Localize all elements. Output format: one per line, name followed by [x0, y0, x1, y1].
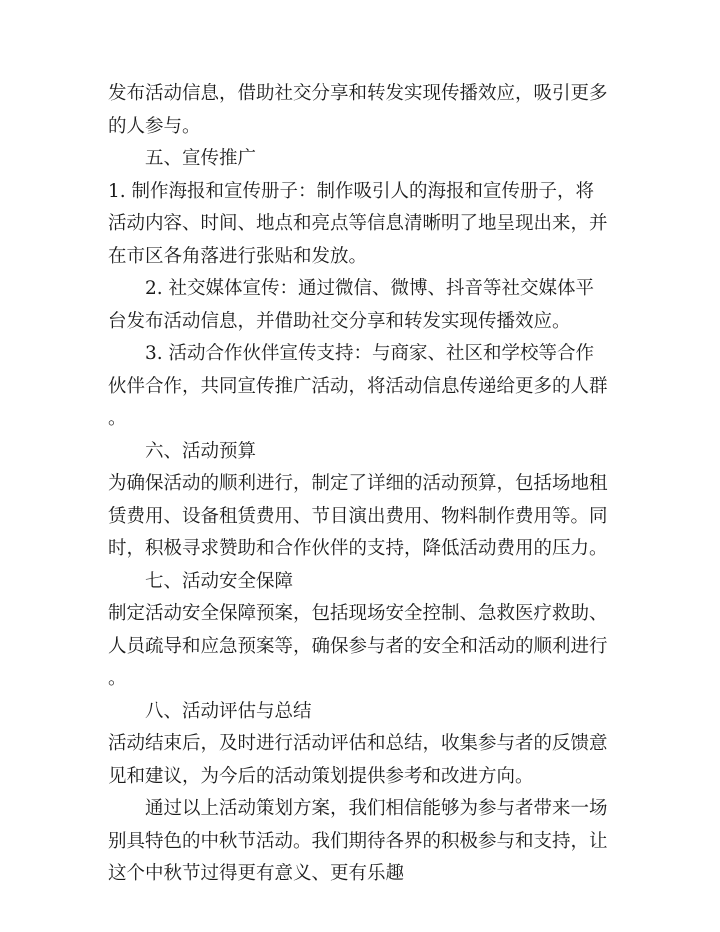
text-line: 这个中秋节过得更有意义、更有乐趣: [108, 863, 405, 884]
section-heading-budget: 六、活动预算: [145, 440, 257, 462]
document-body: [108, 78, 618, 891]
text-line: 。: [108, 408, 127, 429]
text-line: 赁费用、设备租赁费用、节目演出费用、物料制作费用等。同: [108, 505, 608, 527]
text-line: 2. 社交媒体宣传：通过微信、微博、抖音等社交媒体平: [145, 278, 595, 299]
text-line: 发布活动信息，借助社交分享和转发实现传播效应，吸引更多: [108, 83, 608, 104]
section-heading-publicity: 五、宣传推广: [145, 148, 257, 169]
text-line: 人员疏导和应急预案等，确保参与者的安全和活动的顺利进行: [108, 635, 608, 657]
section-heading-safety: 七、活动安全保障: [145, 570, 294, 592]
text-line: 的人参与。: [108, 115, 201, 137]
text-line: 见和建议，为今后的活动策划提供参考和改进方向。: [108, 765, 534, 787]
text-line: 3. 活动合作伙伴宣传支持：与商家、社区和学校等合作: [145, 343, 595, 364]
text-line: 。: [108, 668, 127, 689]
text-line: 为确保活动的顺利进行，制定了详细的活动预算，包括场地租: [108, 473, 608, 494]
text-line: 活动内容、时间、地点和亮点等信息清晰明了地呈现出来，并: [108, 213, 608, 234]
text-line: 伙伴合作，共同宣传推广活动，将活动信息传递给更多的人群: [108, 375, 608, 397]
text-line: 制定活动安全保障预案，包括现场安全控制、急救医疗救助、: [108, 603, 608, 624]
text-line: 在市区各角落进行张贴和发放。: [108, 245, 368, 267]
section-heading-evaluation: 八、活动评估与总结: [145, 700, 312, 722]
text-line: 时，积极寻求赞助和合作伙伴的支持，降低活动费用的压力。: [108, 538, 608, 559]
text-line: 别具特色的中秋节活动。我们期待各界的积极参与和支持，让: [108, 830, 608, 852]
text-line: 通过以上活动策划方案，我们相信能够为参与者带来一场: [145, 798, 608, 819]
text-line: 台发布活动信息，并借助社交分享和转发实现传播效应。: [108, 310, 571, 332]
text-line: 1. 制作海报和宣传册子：制作吸引人的海报和宣传册子，将: [108, 180, 595, 202]
text-line: 活动结束后，及时进行活动评估和总结，收集参与者的反馈意: [108, 733, 608, 754]
